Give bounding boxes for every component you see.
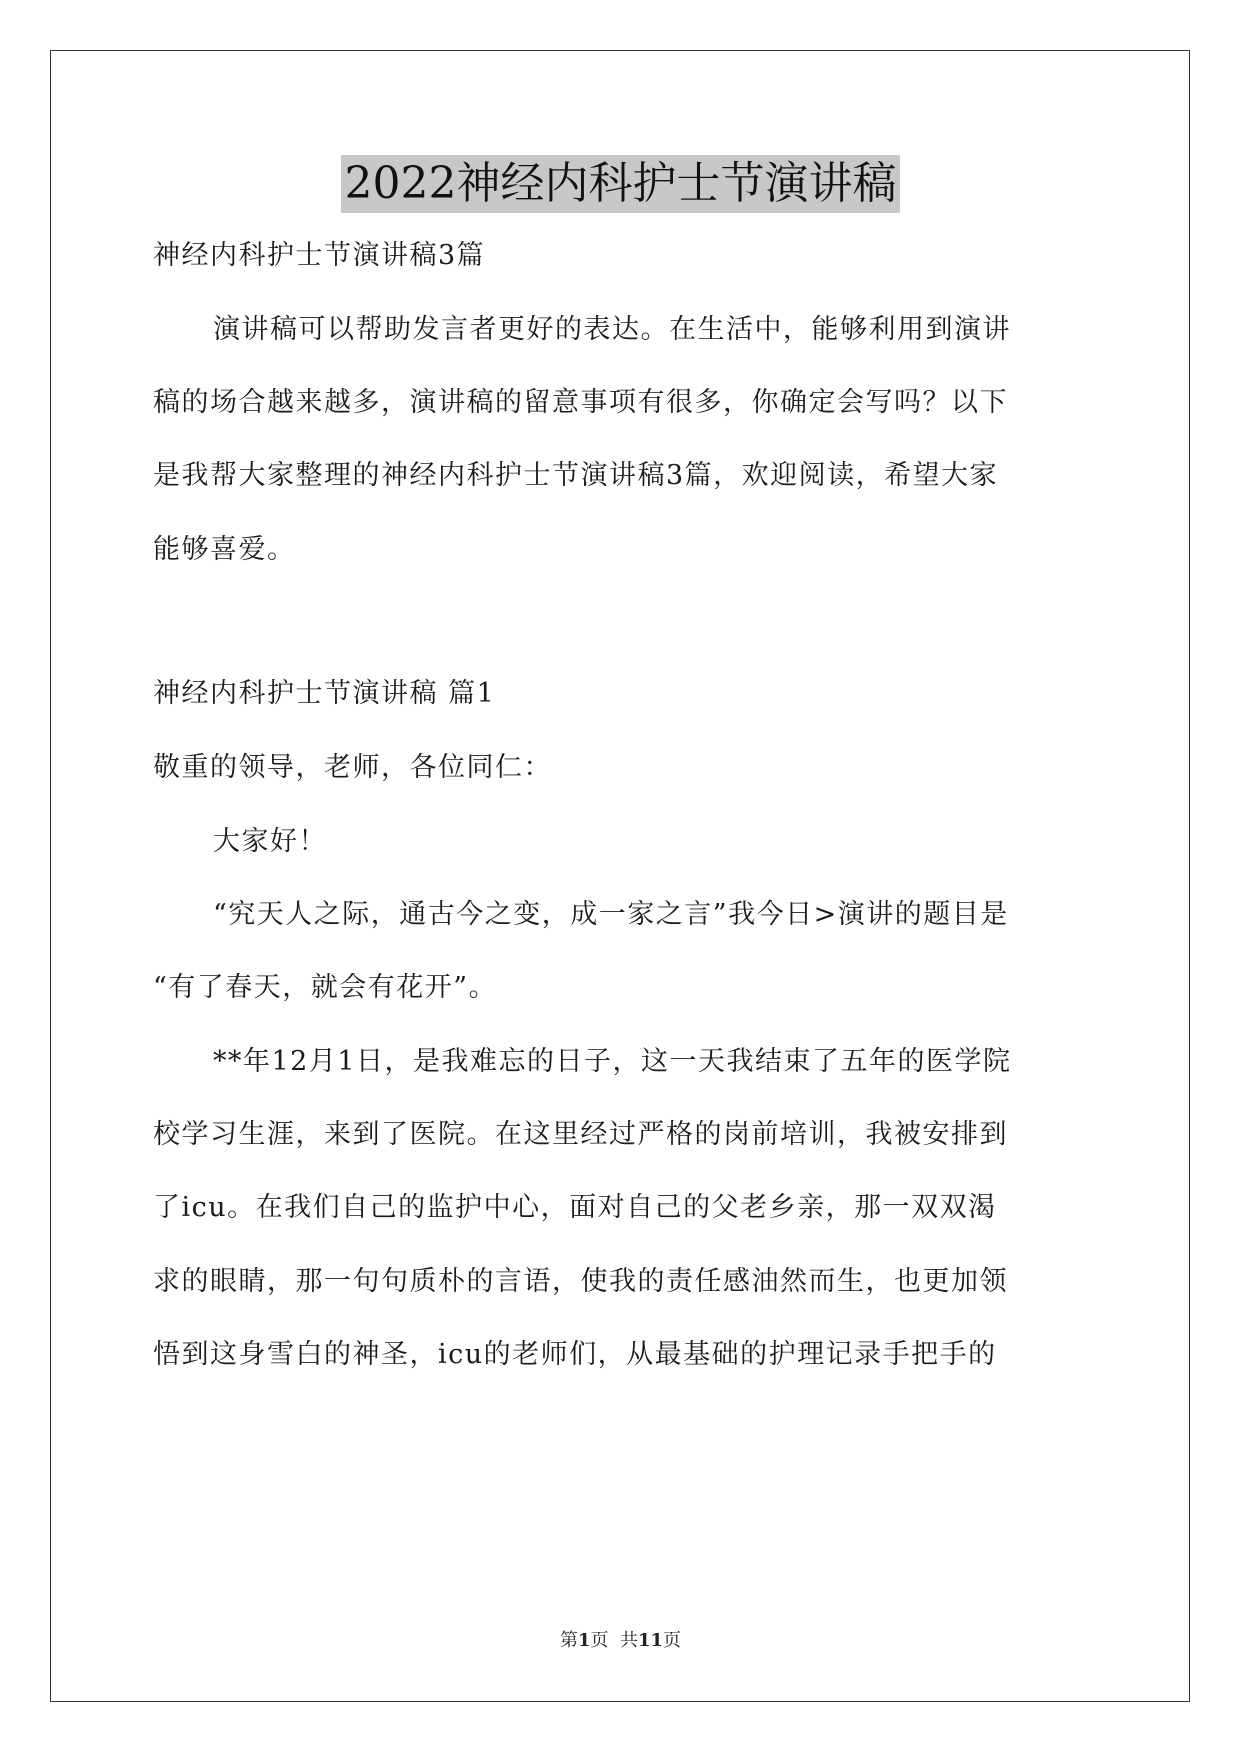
subtitle-line: 神经内科护士节演讲稿3篇 (153, 240, 486, 271)
footer-page-number: 1 (577, 1630, 591, 1651)
footer-prefix: 第 (559, 1630, 578, 1651)
paragraph-line: 稿的场合越来越多，演讲稿的留意事项有很多，你确定会写吗？以下 (153, 387, 1008, 418)
paragraph-line: “究天人之际，通古今之变，成一家之言”我今日>演讲的题目是 (213, 899, 1009, 930)
paragraph-line: 能够喜爱。 (153, 534, 296, 565)
section-heading: 神经内科护士节演讲稿 篇1 (153, 678, 496, 709)
footer-suffix: 页 (663, 1630, 682, 1651)
paragraph-line: 演讲稿可以帮助发言者更好的表达。在生活中，能够利用到演讲 (213, 314, 1011, 345)
paragraph-line: **年12月1日，是我难忘的日子，这一天我结束了五年的医学院 (213, 1046, 1012, 1077)
paragraph-line: 了icu。在我们自己的监护中心，面对自己的父老乡亲，那一双双渴 (153, 1192, 997, 1223)
paragraph-line: “有了春天，就会有花开”。 (153, 972, 498, 1003)
paragraph-line: 是我帮大家整理的神经内科护士节演讲稿3篇，欢迎阅读，希望大家 (153, 460, 999, 491)
page-footer (0, 1629, 1241, 1653)
paragraph-line: 大家好！ (213, 826, 327, 857)
document-title: 2022神经内科护士节演讲稿 (341, 155, 901, 213)
title-container (0, 155, 1241, 213)
paragraph-line: 悟到这身雪白的神圣，icu的老师们，从最基础的护理记录手把手的 (153, 1339, 997, 1370)
greeting-line: 敬重的领导，老师，各位同仁： (153, 752, 552, 783)
page-border (50, 50, 1190, 1702)
footer-total-pages: 11 (637, 1630, 664, 1651)
paragraph-line: 求的眼睛，那一句句质朴的言语，使我的责任感油然而生，也更加领 (153, 1266, 1008, 1297)
footer-mid: 页 共 (590, 1630, 638, 1651)
paragraph-line: 校学习生涯，来到了医院。在这里经过严格的岗前培训，我被安排到 (153, 1119, 1008, 1150)
